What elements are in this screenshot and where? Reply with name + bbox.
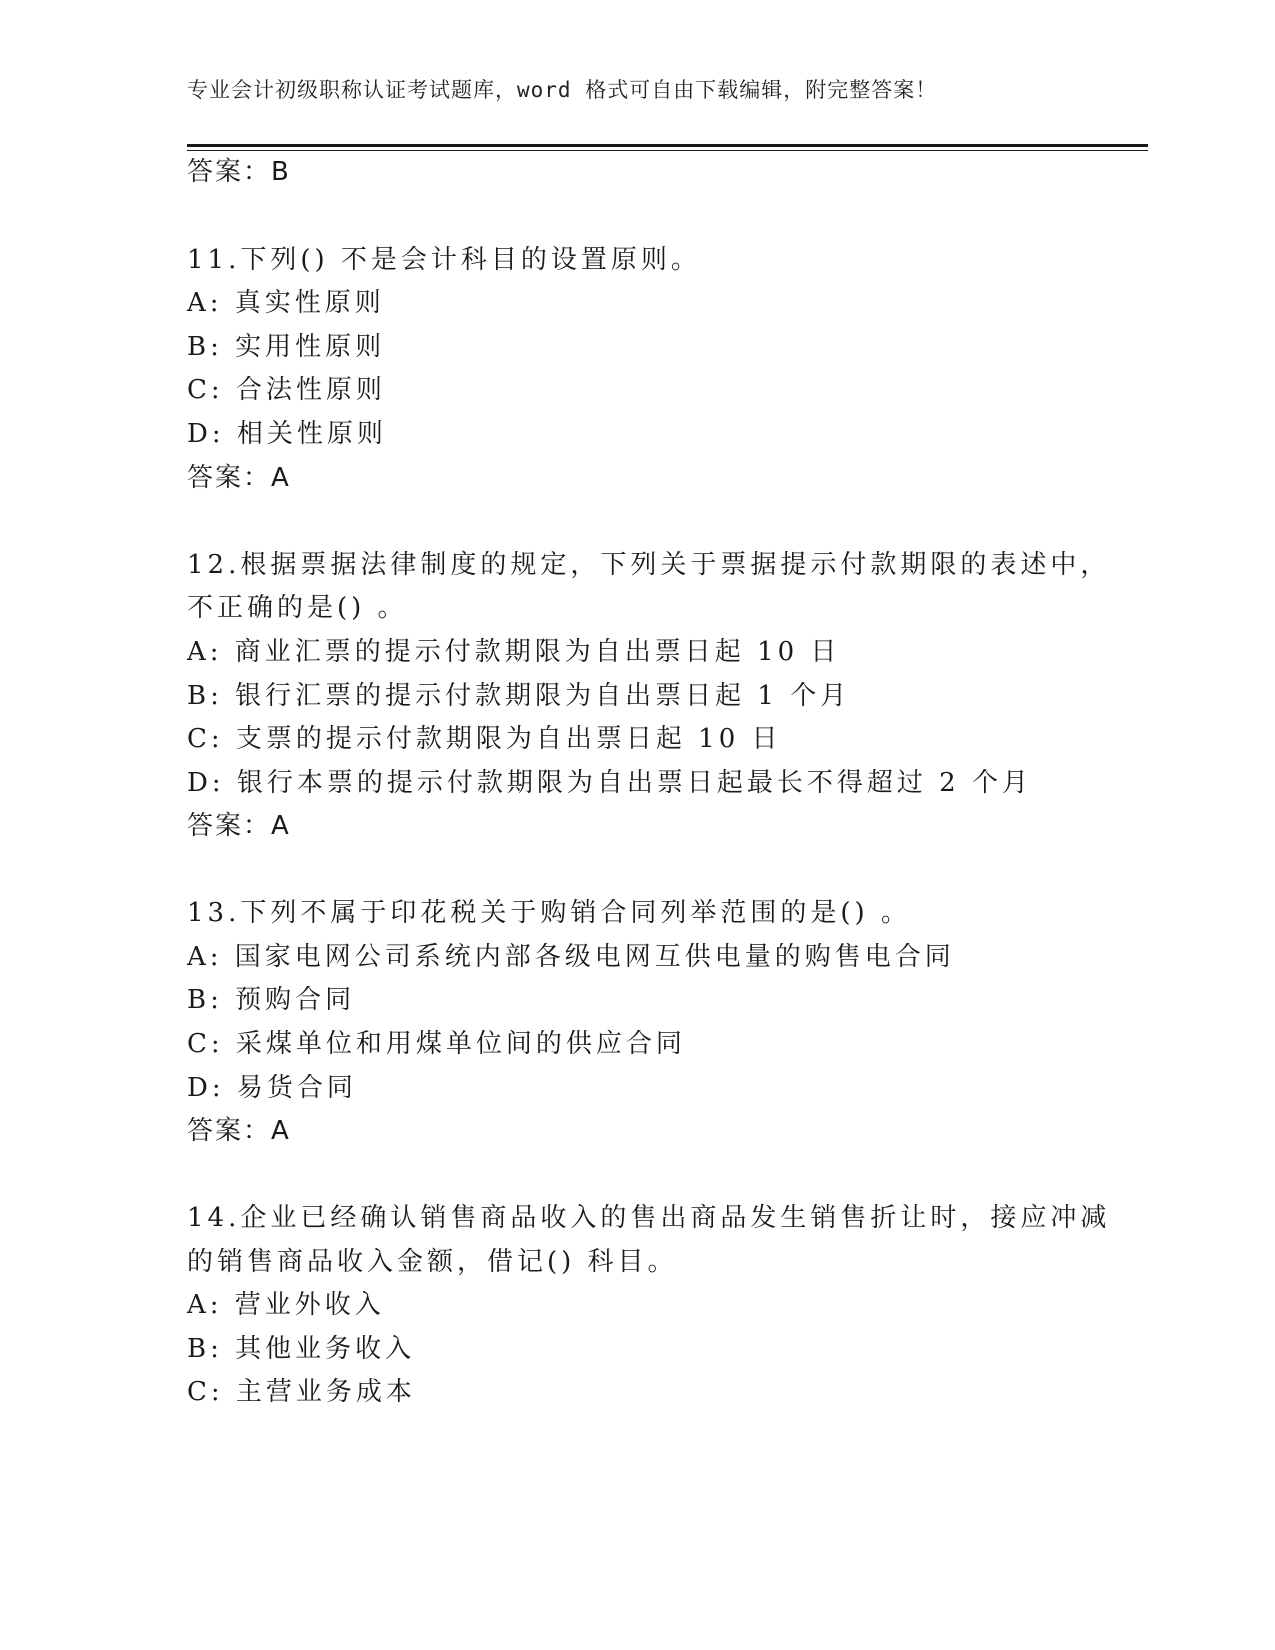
header-rule-thick xyxy=(187,144,1148,147)
question-12-stem-line2: 不正确的是() 。 xyxy=(187,593,408,623)
question-13-option-d: D: 易货合同 xyxy=(187,1073,357,1103)
question-11-option-c: C: 合法性原则 xyxy=(187,375,386,405)
question-11-answer: 答案：A xyxy=(187,463,291,493)
question-13-answer: 答案：A xyxy=(187,1116,291,1146)
question-12-stem-line1: 12.根据票据法律制度的规定，下列关于票据提示付款期限的表述中， xyxy=(187,550,1111,580)
question-14-stem-line1: 14.企业已经确认销售商品收入的售出商品发生销售折让时，接应冲减 xyxy=(187,1203,1111,1233)
question-13-option-b: B: 预购合同 xyxy=(187,985,356,1015)
question-12-option-a: A: 商业汇票的提示付款期限为自出票日起 10 日 xyxy=(187,637,841,667)
question-11-option-a: A: 真实性原则 xyxy=(187,288,385,318)
question-14-option-b: B: 其他业务收入 xyxy=(187,1334,416,1364)
question-11-stem: 11.下列() 不是会计科目的设置原则。 xyxy=(187,245,701,275)
question-14-stem-line2: 的销售商品收入金额，借记() 科目。 xyxy=(187,1247,678,1277)
question-13-option-c: C: 采煤单位和用煤单位间的供应合同 xyxy=(187,1029,686,1059)
question-11-option-d: D: 相关性原则 xyxy=(187,419,387,449)
question-12-option-c: C: 支票的提示付款期限为自出票日起 10 日 xyxy=(187,724,782,754)
question-12-option-b: B: 银行汇票的提示付款期限为自出票日起 1 个月 xyxy=(187,681,851,711)
question-13-option-a: A: 国家电网公司系统内部各级电网互供电量的购售电合同 xyxy=(187,942,955,972)
question-14-option-c: C: 主营业务成本 xyxy=(187,1377,416,1407)
question-12-option-d: D: 银行本票的提示付款期限为自出票日起最长不得超过 2 个月 xyxy=(187,768,1032,798)
question-11-option-b: B: 实用性原则 xyxy=(187,332,386,362)
header-rule-thin xyxy=(187,150,1148,151)
question-13-stem: 13.下列不属于印花税关于购销合同列举范围的是() 。 xyxy=(187,898,911,928)
prev-answer: 答案：B xyxy=(187,157,291,187)
question-12-answer: 答案：A xyxy=(187,811,291,841)
question-14-option-a: A: 营业外收入 xyxy=(187,1290,385,1320)
page-header: 专业会计初级职称认证考试题库，word 格式可自由下载编辑，附完整答案！ xyxy=(187,78,938,102)
